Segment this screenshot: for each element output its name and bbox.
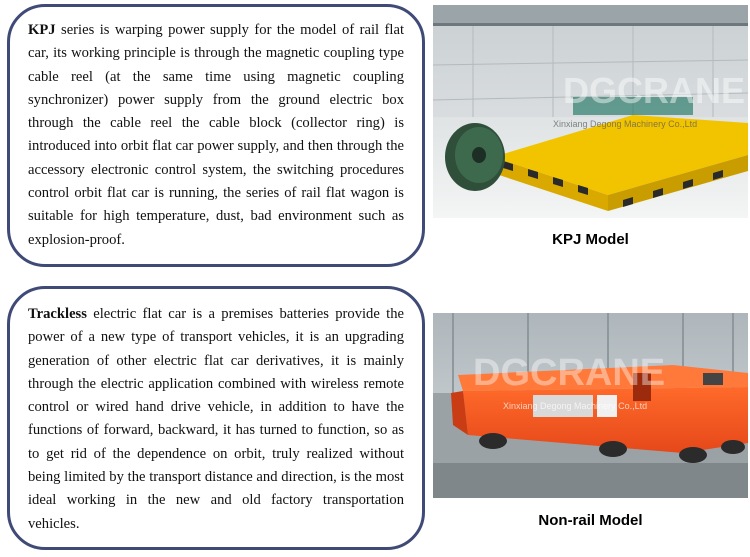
trackless-lead: Trackless [28,306,87,322]
kpj-lead: KPJ [28,22,56,38]
kpj-model-photo [433,5,748,218]
non-rail-watermark: DGCRANE [473,352,666,394]
kpj-description-panel [7,4,425,267]
kpj-caption: KPJ Model [552,231,629,248]
trackless-description [28,303,404,536]
trackless-description-panel [7,286,425,550]
kpj-watermark-sub: Xinxiang Degong Machinery Co.,Ltd [553,119,698,129]
non-rail-watermark-sub: Xinxiang Degong Machinery Co.,Ltd [503,401,648,411]
kpj-watermark: DGCRANE [563,70,746,111]
kpj-text: series is warping power supply for the model of rail flat car, its working principle is through the magnetic coupling type cable reel (at the same time using magnetic coupling synchronizer) power supply from the ground electric box through the cable reel the cable block (collector ring) is introduced into orbit flat car power supply, and then through the accessory electronic control system, the switching procedures control orbit flat car is running, the series of rail flat wagon is suitable for high temperature, dust, bad environment such as explosion-proof. [28,22,404,248]
non-rail-model-photo [433,313,748,498]
kpj-description [28,19,404,252]
non-rail-caption: Non-rail Model [538,512,643,529]
trackless-text: electric flat car is a premises batteries provide the power of a new type of transport vehicles, it is an upgrading generation of other electric flat car derivatives, it is mainly through the electric application combined with wireless remote control or wired hand drive vehicle, in addition to have the functions of forward, backward, it has turned to function, so as to get rid of the dependence on orbit, truly realized without being limited by the transport distance and direction, is the most ideal working in the new and old factory transportation vehicles. [28,306,404,532]
